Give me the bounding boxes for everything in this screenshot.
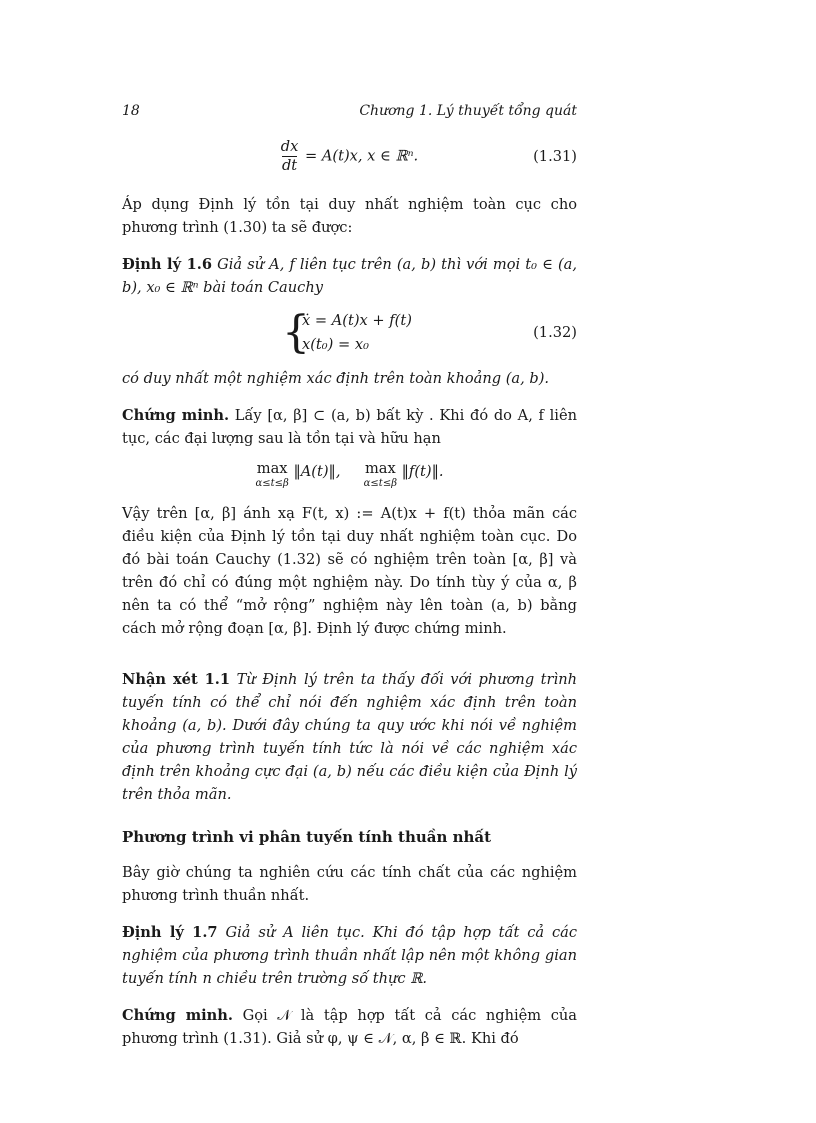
paragraph: Bây giờ chúng ta nghiên cứu các tính chất của các nghiệm phương trình thuần nhất.: [122, 864, 577, 904]
proof-text: Gọi 𝒩 là tập hợp tất cả các nghiệm của phương trình (1.31). Giả sử φ, ψ ∈ 𝒩, α, β ∈ ℝ. Khi đó: [122, 1007, 577, 1047]
paragraph: Vậy trên [α, β] ánh xạ F(t, x) := A(t)x + f(t) thỏa mãn các điều kiện của Định lý tồn tại duy nhất nghiệm toàn cục. Do đó bài toán Cauchy (1.32) sẽ có nghiệm trên toàn [α, β] và trên đó chỉ có đúng một nghiệm này. Do tính tùy ý của α, β nên ta có thể “mở rộng” nghiệm này lên toàn (a, b) bằng cách mở rộng đoạn [α, β]. Định lý được chứng minh.: [122, 505, 577, 637]
system-line-2: x(t₀) = x₀: [302, 336, 369, 353]
proof-label: Chứng minh.: [122, 407, 230, 424]
proof-text: Lấy [α, β] ⊂ (a, b) bất kỳ . Khi đó do A, f liên tục, các đại lượng sau là tồn tại và hữu hạn: [122, 407, 577, 447]
equation-1-31: [122, 133, 577, 179]
theorem-1-6: [122, 253, 577, 299]
theorem-conclusion: có duy nhất một nghiệm xác định trên toàn khoảng (a, b).: [122, 370, 550, 387]
equation-number: (1.32): [533, 324, 577, 341]
theorem-text: Giả sử A, f liên tục trên (a, b) thì với mọi t₀ ∈ (a, b), x₀ ∈ ℝⁿ bài toán Cauchy: [122, 256, 577, 296]
section-title: Phương trình vi phân tuyến tính thuần nhất: [122, 828, 492, 846]
fraction-denominator: dt: [281, 156, 298, 174]
proof-2: [122, 1004, 577, 1050]
theorem-label: Định lý 1.7: [122, 924, 218, 941]
max-operator: max: [256, 460, 288, 477]
remark-1-1: [122, 668, 577, 806]
running-header: [122, 100, 577, 123]
remark-label: Nhận xét 1.1: [122, 671, 231, 688]
theorem-text: Giả sử A liên tục. Khi đó tập hợp tất cả các nghiệm của phương trình thuần nhất lập nên một không gian tuyến tính n chiều trên trường số thực ℝ.: [122, 924, 577, 987]
theorem-1-7: [122, 921, 577, 990]
system-line-1: ẋ = A(t)x + f(t): [302, 312, 412, 329]
chapter-title: Chương 1. Lý thuyết tổng quát: [359, 103, 577, 119]
max-subscript: α≤t≤β: [255, 478, 289, 489]
page-number: 18: [122, 103, 140, 119]
max-operator: max: [364, 460, 396, 477]
theorem-label: Định lý 1.6: [122, 256, 212, 273]
max-subscript: α≤t≤β: [363, 478, 397, 489]
equation-rhs: = A(t)x, x ∈ ℝⁿ.: [305, 147, 419, 164]
paragraph: Áp dụng Định lý tồn tại duy nhất nghiệm toàn cục cho phương trình (1.30) ta sẽ được:: [122, 196, 577, 236]
derivative-fraction: [281, 138, 299, 175]
page: [122, 100, 577, 1050]
proof-label: Chứng minh.: [122, 1007, 233, 1024]
fraction-numerator: dx: [280, 137, 299, 155]
remark-text: Từ Định lý trên ta thấy đối với phương trình tuyến tính có thể chỉ nói đến nghiệm xác định trên toàn khoảng (a, b). Dưới đây chúng ta quy ước khi nói về nghiệm của phương trình tuyến tính tức là nói về các nghiệm xác định trên khoảng cực đại (a, b) nếu các điều kiện của Định lý trên thỏa mãn.: [122, 671, 577, 803]
proof-1: [122, 404, 577, 450]
max-term-2: ‖f(t)‖.: [401, 463, 444, 480]
equation-number: (1.31): [533, 147, 577, 165]
max-expression: [122, 460, 577, 490]
left-brace: {: [282, 307, 310, 358]
max-term-1: ‖A(t)‖,: [293, 463, 341, 480]
equation-1-32: [122, 305, 577, 361]
